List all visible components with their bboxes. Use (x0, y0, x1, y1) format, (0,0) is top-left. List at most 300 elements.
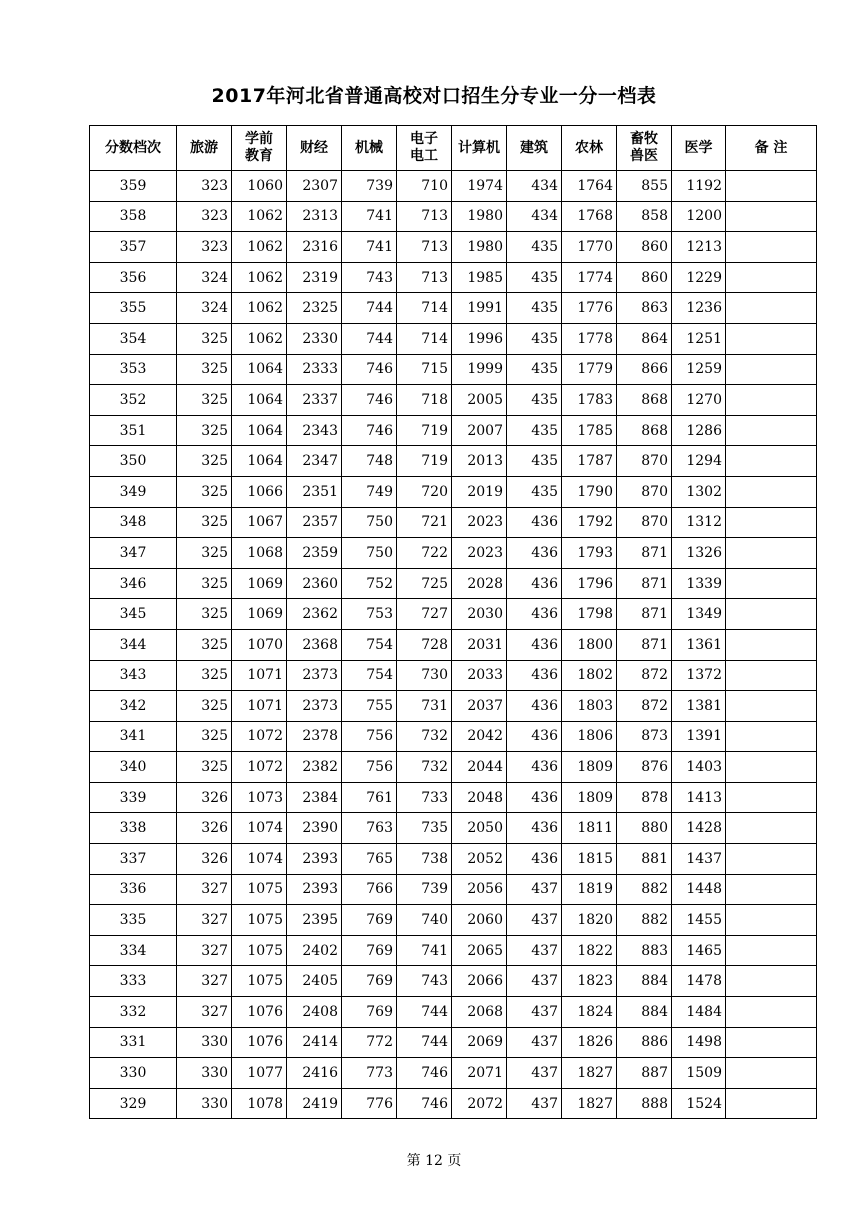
count-cell: 1229 (672, 262, 726, 293)
count-cell: 752 (342, 568, 397, 599)
count-cell: 2069 (452, 1027, 507, 1058)
count-cell: 2357 (287, 507, 342, 538)
count-cell: 1779 (562, 354, 617, 385)
count-cell: 1815 (562, 844, 617, 875)
column-header-label: 建筑 (520, 139, 548, 156)
count-cell: 887 (617, 1058, 672, 1089)
count-cell: 1064 (232, 415, 287, 446)
count-cell: 436 (507, 721, 562, 752)
score-cell: 345 (90, 599, 177, 630)
count-cell: 437 (507, 966, 562, 997)
count-cell: 884 (617, 966, 672, 997)
count-cell: 2373 (287, 691, 342, 722)
count-cell: 2362 (287, 599, 342, 630)
count-cell: 744 (397, 997, 452, 1028)
count-cell: 436 (507, 844, 562, 875)
score-cell: 344 (90, 629, 177, 660)
count-cell: 1075 (232, 874, 287, 905)
count-cell: 2042 (452, 721, 507, 752)
count-cell: 754 (342, 660, 397, 691)
count-cell: 1991 (452, 293, 507, 324)
count-cell: 325 (177, 476, 232, 507)
count-cell: 437 (507, 1027, 562, 1058)
count-cell: 743 (397, 966, 452, 997)
note-cell (726, 966, 817, 997)
score-cell: 356 (90, 262, 177, 293)
count-cell: 2013 (452, 446, 507, 477)
count-cell: 730 (397, 660, 452, 691)
score-cell: 335 (90, 905, 177, 936)
count-cell: 2313 (287, 201, 342, 232)
column-header-label: 旅游 (190, 139, 218, 156)
count-cell: 1465 (672, 935, 726, 966)
count-cell: 1768 (562, 201, 617, 232)
count-cell: 1075 (232, 905, 287, 936)
count-cell: 436 (507, 507, 562, 538)
count-cell: 1073 (232, 782, 287, 813)
count-cell: 436 (507, 660, 562, 691)
score-table (89, 125, 817, 1119)
count-cell: 1776 (562, 293, 617, 324)
table-row (90, 538, 817, 569)
count-cell: 1800 (562, 629, 617, 660)
score-cell: 333 (90, 966, 177, 997)
count-cell: 325 (177, 599, 232, 630)
score-cell: 348 (90, 507, 177, 538)
count-cell: 1985 (452, 262, 507, 293)
count-cell: 1980 (452, 201, 507, 232)
count-cell: 1819 (562, 874, 617, 905)
count-cell: 1066 (232, 476, 287, 507)
column-header (507, 126, 562, 171)
count-cell: 2028 (452, 568, 507, 599)
count-cell: 1980 (452, 232, 507, 263)
count-cell: 2307 (287, 171, 342, 202)
note-cell (726, 262, 817, 293)
count-cell: 871 (617, 629, 672, 660)
count-cell: 2030 (452, 599, 507, 630)
count-cell: 1413 (672, 782, 726, 813)
count-cell: 1792 (562, 507, 617, 538)
score-cell: 343 (90, 660, 177, 691)
score-cell: 336 (90, 874, 177, 905)
count-cell: 1339 (672, 568, 726, 599)
note-cell (726, 171, 817, 202)
count-cell: 1785 (562, 415, 617, 446)
count-cell: 1484 (672, 997, 726, 1028)
count-cell: 741 (342, 232, 397, 263)
count-cell: 754 (342, 629, 397, 660)
count-cell: 325 (177, 385, 232, 416)
score-cell: 342 (90, 691, 177, 722)
count-cell: 2337 (287, 385, 342, 416)
count-cell: 1251 (672, 323, 726, 354)
count-cell: 1428 (672, 813, 726, 844)
column-header (232, 126, 287, 171)
count-cell: 1349 (672, 599, 726, 630)
note-cell (726, 844, 817, 875)
count-cell: 325 (177, 752, 232, 783)
count-cell: 1192 (672, 171, 726, 202)
count-cell: 2325 (287, 293, 342, 324)
count-cell: 1270 (672, 385, 726, 416)
count-cell: 436 (507, 691, 562, 722)
count-cell: 325 (177, 354, 232, 385)
count-cell: 2033 (452, 660, 507, 691)
table-row (90, 905, 817, 936)
count-cell: 1064 (232, 385, 287, 416)
column-header-label-line2: 兽医 (630, 148, 658, 164)
count-cell: 740 (397, 905, 452, 936)
count-cell: 1381 (672, 691, 726, 722)
count-cell: 860 (617, 262, 672, 293)
count-cell: 728 (397, 629, 452, 660)
count-cell: 855 (617, 171, 672, 202)
count-cell: 1999 (452, 354, 507, 385)
column-header (287, 126, 342, 171)
note-cell (726, 1058, 817, 1089)
count-cell: 883 (617, 935, 672, 966)
count-cell: 741 (342, 201, 397, 232)
count-cell: 1067 (232, 507, 287, 538)
count-cell: 2023 (452, 507, 507, 538)
count-cell: 739 (397, 874, 452, 905)
column-header (177, 126, 232, 171)
count-cell: 749 (342, 476, 397, 507)
table-row (90, 844, 817, 875)
count-cell: 1448 (672, 874, 726, 905)
count-cell: 1509 (672, 1058, 726, 1089)
count-cell: 769 (342, 905, 397, 936)
count-cell: 744 (397, 1027, 452, 1058)
count-cell: 735 (397, 813, 452, 844)
count-cell: 769 (342, 935, 397, 966)
count-cell: 1774 (562, 262, 617, 293)
column-header-label: 计算机 (458, 139, 500, 156)
column-header (342, 126, 397, 171)
count-cell: 2395 (287, 905, 342, 936)
count-cell: 2390 (287, 813, 342, 844)
score-cell: 338 (90, 813, 177, 844)
score-cell: 330 (90, 1058, 177, 1089)
count-cell: 744 (342, 293, 397, 324)
note-cell (726, 1027, 817, 1058)
count-cell: 886 (617, 1027, 672, 1058)
count-cell: 731 (397, 691, 452, 722)
note-cell (726, 997, 817, 1028)
column-header (672, 126, 726, 171)
count-cell: 1072 (232, 721, 287, 752)
count-cell: 437 (507, 997, 562, 1028)
count-cell: 1822 (562, 935, 617, 966)
count-cell: 1827 (562, 1058, 617, 1089)
table-row (90, 721, 817, 752)
count-cell: 715 (397, 354, 452, 385)
count-cell: 1770 (562, 232, 617, 263)
table-row (90, 1027, 817, 1058)
count-cell: 327 (177, 997, 232, 1028)
count-cell: 437 (507, 1058, 562, 1089)
note-cell (726, 323, 817, 354)
count-cell: 1076 (232, 997, 287, 1028)
count-cell: 1078 (232, 1088, 287, 1119)
note-cell (726, 905, 817, 936)
count-cell: 2044 (452, 752, 507, 783)
count-cell: 2052 (452, 844, 507, 875)
count-cell: 870 (617, 476, 672, 507)
count-cell: 733 (397, 782, 452, 813)
count-cell: 1236 (672, 293, 726, 324)
count-cell: 326 (177, 782, 232, 813)
count-cell: 1071 (232, 691, 287, 722)
table-row (90, 599, 817, 630)
count-cell: 1068 (232, 538, 287, 569)
table-row (90, 262, 817, 293)
count-cell: 881 (617, 844, 672, 875)
count-cell: 435 (507, 354, 562, 385)
count-cell: 436 (507, 782, 562, 813)
count-cell: 1974 (452, 171, 507, 202)
count-cell: 2068 (452, 997, 507, 1028)
count-cell: 325 (177, 660, 232, 691)
count-cell: 1294 (672, 446, 726, 477)
count-cell: 2378 (287, 721, 342, 752)
score-cell: 355 (90, 293, 177, 324)
column-header (726, 126, 817, 171)
count-cell: 1312 (672, 507, 726, 538)
count-cell: 2071 (452, 1058, 507, 1089)
note-cell (726, 874, 817, 905)
count-cell: 1811 (562, 813, 617, 844)
count-cell: 325 (177, 721, 232, 752)
column-header (617, 126, 672, 171)
count-cell: 872 (617, 691, 672, 722)
count-cell: 2031 (452, 629, 507, 660)
count-cell: 2333 (287, 354, 342, 385)
count-cell: 1062 (232, 262, 287, 293)
count-cell: 2343 (287, 415, 342, 446)
table-row (90, 874, 817, 905)
count-cell: 1062 (232, 323, 287, 354)
count-cell: 1798 (562, 599, 617, 630)
count-cell: 755 (342, 691, 397, 722)
table-row (90, 446, 817, 477)
count-cell: 1064 (232, 354, 287, 385)
count-cell: 1809 (562, 752, 617, 783)
count-cell: 871 (617, 538, 672, 569)
note-cell (726, 354, 817, 385)
count-cell: 1524 (672, 1088, 726, 1119)
count-cell: 880 (617, 813, 672, 844)
count-cell: 1827 (562, 1088, 617, 1119)
count-cell: 436 (507, 629, 562, 660)
count-cell: 1783 (562, 385, 617, 416)
count-cell: 330 (177, 1058, 232, 1089)
note-cell (726, 813, 817, 844)
count-cell: 870 (617, 507, 672, 538)
count-cell: 2402 (287, 935, 342, 966)
score-cell: 359 (90, 171, 177, 202)
count-cell: 2005 (452, 385, 507, 416)
count-cell: 2330 (287, 323, 342, 354)
table-row (90, 1058, 817, 1089)
count-cell: 2050 (452, 813, 507, 844)
count-cell: 435 (507, 293, 562, 324)
table-row (90, 476, 817, 507)
count-cell: 435 (507, 262, 562, 293)
column-header (397, 126, 452, 171)
score-cell: 352 (90, 385, 177, 416)
count-cell: 437 (507, 935, 562, 966)
count-cell: 719 (397, 446, 452, 477)
count-cell: 2056 (452, 874, 507, 905)
score-cell: 357 (90, 232, 177, 263)
count-cell: 1391 (672, 721, 726, 752)
count-cell: 327 (177, 874, 232, 905)
count-cell: 325 (177, 415, 232, 446)
count-cell: 714 (397, 293, 452, 324)
count-cell: 721 (397, 507, 452, 538)
score-cell: 331 (90, 1027, 177, 1058)
column-header-label-line2: 电工 (410, 148, 438, 164)
count-cell: 1075 (232, 966, 287, 997)
count-cell: 863 (617, 293, 672, 324)
count-cell: 2384 (287, 782, 342, 813)
table-row (90, 997, 817, 1028)
count-cell: 722 (397, 538, 452, 569)
table-body (90, 171, 817, 1119)
note-cell (726, 507, 817, 538)
count-cell: 2347 (287, 446, 342, 477)
count-cell: 1070 (232, 629, 287, 660)
count-cell: 323 (177, 171, 232, 202)
count-cell: 1824 (562, 997, 617, 1028)
count-cell: 1286 (672, 415, 726, 446)
column-header-label-line2: 教育 (245, 148, 273, 164)
table-row (90, 354, 817, 385)
count-cell: 1071 (232, 660, 287, 691)
note-cell (726, 935, 817, 966)
count-cell: 2419 (287, 1088, 342, 1119)
table-row (90, 935, 817, 966)
note-cell (726, 752, 817, 783)
count-cell: 761 (342, 782, 397, 813)
count-cell: 858 (617, 201, 672, 232)
table-row (90, 385, 817, 416)
count-cell: 882 (617, 874, 672, 905)
table-row (90, 966, 817, 997)
count-cell: 738 (397, 844, 452, 875)
note-cell (726, 232, 817, 263)
count-cell: 330 (177, 1088, 232, 1119)
count-cell: 324 (177, 262, 232, 293)
count-cell: 732 (397, 721, 452, 752)
note-cell (726, 385, 817, 416)
table-row (90, 752, 817, 783)
note-cell (726, 538, 817, 569)
count-cell: 435 (507, 415, 562, 446)
count-cell: 435 (507, 323, 562, 354)
count-cell: 2007 (452, 415, 507, 446)
table-row (90, 415, 817, 446)
count-cell: 750 (342, 507, 397, 538)
count-cell: 719 (397, 415, 452, 446)
count-cell: 1796 (562, 568, 617, 599)
count-cell: 2065 (452, 935, 507, 966)
count-cell: 868 (617, 385, 672, 416)
count-cell: 868 (617, 415, 672, 446)
count-cell: 1764 (562, 171, 617, 202)
count-cell: 2416 (287, 1058, 342, 1089)
count-cell: 710 (397, 171, 452, 202)
count-cell: 743 (342, 262, 397, 293)
count-cell: 435 (507, 385, 562, 416)
count-cell: 325 (177, 507, 232, 538)
column-header-label: 农林 (575, 139, 603, 156)
column-header-label: 分数档次 (105, 139, 161, 156)
count-cell: 888 (617, 1088, 672, 1119)
count-cell: 1075 (232, 935, 287, 966)
score-cell: 350 (90, 446, 177, 477)
count-cell: 713 (397, 201, 452, 232)
count-cell: 1213 (672, 232, 726, 263)
count-cell: 436 (507, 568, 562, 599)
table-header-row (90, 126, 817, 171)
note-cell (726, 201, 817, 232)
count-cell: 2023 (452, 538, 507, 569)
count-cell: 1806 (562, 721, 617, 752)
count-cell: 437 (507, 874, 562, 905)
score-cell: 341 (90, 721, 177, 752)
column-header (452, 126, 507, 171)
count-cell: 878 (617, 782, 672, 813)
score-cell: 349 (90, 476, 177, 507)
count-cell: 713 (397, 232, 452, 263)
count-cell: 434 (507, 171, 562, 202)
count-cell: 1259 (672, 354, 726, 385)
count-cell: 437 (507, 1088, 562, 1119)
count-cell: 884 (617, 997, 672, 1028)
count-cell: 746 (342, 385, 397, 416)
count-cell: 2048 (452, 782, 507, 813)
count-cell: 713 (397, 262, 452, 293)
count-cell: 860 (617, 232, 672, 263)
score-cell: 332 (90, 997, 177, 1028)
note-cell (726, 629, 817, 660)
table-row (90, 813, 817, 844)
count-cell: 327 (177, 935, 232, 966)
count-cell: 769 (342, 997, 397, 1028)
count-cell: 756 (342, 721, 397, 752)
count-cell: 330 (177, 1027, 232, 1058)
count-cell: 1302 (672, 476, 726, 507)
count-cell: 2072 (452, 1088, 507, 1119)
count-cell: 748 (342, 446, 397, 477)
count-cell: 741 (397, 935, 452, 966)
count-cell: 2316 (287, 232, 342, 263)
count-cell: 2060 (452, 905, 507, 936)
count-cell: 1478 (672, 966, 726, 997)
count-cell: 732 (397, 752, 452, 783)
note-cell (726, 1088, 817, 1119)
count-cell: 325 (177, 629, 232, 660)
count-cell: 753 (342, 599, 397, 630)
score-cell: 353 (90, 354, 177, 385)
count-cell: 1062 (232, 232, 287, 263)
count-cell: 436 (507, 538, 562, 569)
count-cell: 1809 (562, 782, 617, 813)
note-cell (726, 293, 817, 324)
